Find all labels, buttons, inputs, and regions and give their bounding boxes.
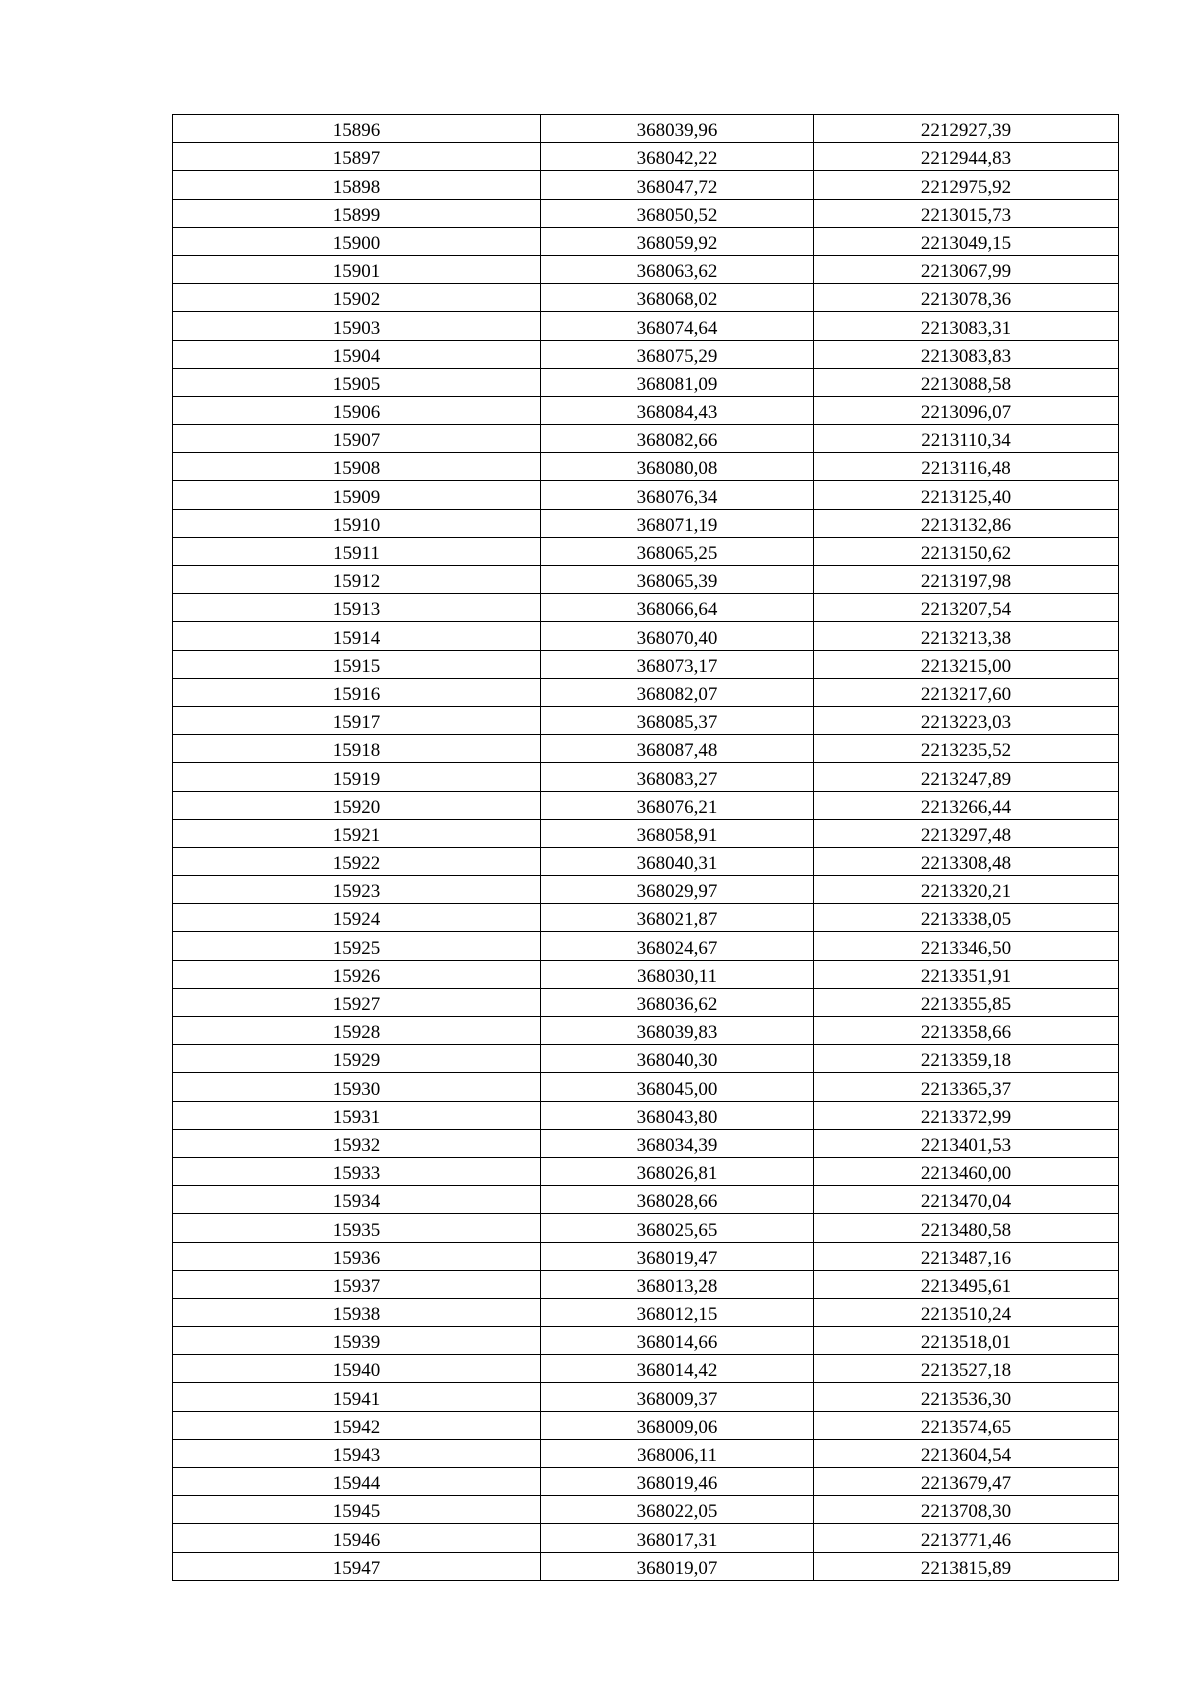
y-coordinate-cell: 2213460,00 [814, 1157, 1119, 1185]
y-coordinate-cell: 2213487,16 [814, 1242, 1119, 1270]
table-row [173, 876, 1119, 904]
point-number-cell: 15927 [173, 988, 541, 1016]
x-coordinate-cell: 368042,22 [541, 143, 814, 171]
y-coordinate-cell: 2213359,18 [814, 1045, 1119, 1073]
table-row [173, 932, 1119, 960]
point-number-cell: 15917 [173, 706, 541, 734]
y-coordinate-cell: 2213320,21 [814, 876, 1119, 904]
point-number-cell: 15943 [173, 1439, 541, 1467]
table-row [173, 312, 1119, 340]
x-coordinate-cell: 368071,19 [541, 509, 814, 537]
x-coordinate-cell: 368068,02 [541, 284, 814, 312]
x-coordinate-cell: 368013,28 [541, 1270, 814, 1298]
y-coordinate-cell: 2212944,83 [814, 143, 1119, 171]
point-number-cell: 15930 [173, 1073, 541, 1101]
x-coordinate-cell: 368021,87 [541, 904, 814, 932]
y-coordinate-cell: 2213815,89 [814, 1552, 1119, 1580]
x-coordinate-cell: 368009,06 [541, 1411, 814, 1439]
table-row [173, 1101, 1119, 1129]
table-row [173, 1439, 1119, 1467]
table-row [173, 1242, 1119, 1270]
table-row [173, 1157, 1119, 1185]
x-coordinate-cell: 368081,09 [541, 368, 814, 396]
y-coordinate-cell: 2213088,58 [814, 368, 1119, 396]
point-number-cell: 15923 [173, 876, 541, 904]
y-coordinate-cell: 2213470,04 [814, 1186, 1119, 1214]
x-coordinate-cell: 368087,48 [541, 735, 814, 763]
x-coordinate-cell: 368009,37 [541, 1383, 814, 1411]
table-row [173, 1383, 1119, 1411]
y-coordinate-cell: 2213510,24 [814, 1298, 1119, 1326]
y-coordinate-cell: 2213346,50 [814, 932, 1119, 960]
table-row [173, 425, 1119, 453]
table-row [173, 453, 1119, 481]
x-coordinate-cell: 368030,11 [541, 960, 814, 988]
y-coordinate-cell: 2213049,15 [814, 227, 1119, 255]
y-coordinate-cell: 2213679,47 [814, 1468, 1119, 1496]
x-coordinate-cell: 368006,11 [541, 1439, 814, 1467]
point-number-cell: 15908 [173, 453, 541, 481]
x-coordinate-cell: 368019,47 [541, 1242, 814, 1270]
table-row [173, 566, 1119, 594]
point-number-cell: 15944 [173, 1468, 541, 1496]
point-number-cell: 15946 [173, 1524, 541, 1552]
x-coordinate-cell: 368059,92 [541, 227, 814, 255]
point-number-cell: 15933 [173, 1157, 541, 1185]
point-number-cell: 15928 [173, 1017, 541, 1045]
y-coordinate-cell: 2213083,83 [814, 340, 1119, 368]
y-coordinate-cell: 2213401,53 [814, 1129, 1119, 1157]
y-coordinate-cell: 2213235,52 [814, 735, 1119, 763]
point-number-cell: 15941 [173, 1383, 541, 1411]
table-row [173, 537, 1119, 565]
table-row [173, 199, 1119, 227]
y-coordinate-cell: 2213518,01 [814, 1327, 1119, 1355]
x-coordinate-cell: 368019,46 [541, 1468, 814, 1496]
table-row [173, 227, 1119, 255]
x-coordinate-cell: 368039,96 [541, 115, 814, 143]
point-number-cell: 15942 [173, 1411, 541, 1439]
table-row [173, 1214, 1119, 1242]
table-row [173, 340, 1119, 368]
point-number-cell: 15940 [173, 1355, 541, 1383]
y-coordinate-cell: 2213527,18 [814, 1355, 1119, 1383]
point-number-cell: 15921 [173, 819, 541, 847]
point-number-cell: 15897 [173, 143, 541, 171]
point-number-cell: 15926 [173, 960, 541, 988]
table-row [173, 1270, 1119, 1298]
x-coordinate-cell: 368080,08 [541, 453, 814, 481]
point-number-cell: 15904 [173, 340, 541, 368]
coordinates-table-body [173, 115, 1119, 1581]
x-coordinate-cell: 368036,62 [541, 988, 814, 1016]
x-coordinate-cell: 368082,66 [541, 425, 814, 453]
x-coordinate-cell: 368047,72 [541, 171, 814, 199]
y-coordinate-cell: 2213150,62 [814, 537, 1119, 565]
x-coordinate-cell: 368040,30 [541, 1045, 814, 1073]
point-number-cell: 15900 [173, 227, 541, 255]
point-number-cell: 15935 [173, 1214, 541, 1242]
point-number-cell: 15909 [173, 481, 541, 509]
y-coordinate-cell: 2213358,66 [814, 1017, 1119, 1045]
y-coordinate-cell: 2213217,60 [814, 678, 1119, 706]
x-coordinate-cell: 368014,66 [541, 1327, 814, 1355]
table-row [173, 115, 1119, 143]
point-number-cell: 15912 [173, 566, 541, 594]
point-number-cell: 15910 [173, 509, 541, 537]
y-coordinate-cell: 2213125,40 [814, 481, 1119, 509]
table-row [173, 1411, 1119, 1439]
x-coordinate-cell: 368065,25 [541, 537, 814, 565]
point-number-cell: 15931 [173, 1101, 541, 1129]
point-number-cell: 15903 [173, 312, 541, 340]
table-row [173, 763, 1119, 791]
x-coordinate-cell: 368083,27 [541, 763, 814, 791]
table-row [173, 847, 1119, 875]
table-row [173, 1186, 1119, 1214]
table-row [173, 1552, 1119, 1580]
x-coordinate-cell: 368012,15 [541, 1298, 814, 1326]
table-row [173, 988, 1119, 1016]
y-coordinate-cell: 2213078,36 [814, 284, 1119, 312]
y-coordinate-cell: 2213574,65 [814, 1411, 1119, 1439]
table-row [173, 171, 1119, 199]
table-row [173, 650, 1119, 678]
coordinates-table [172, 114, 1119, 1581]
y-coordinate-cell: 2213223,03 [814, 706, 1119, 734]
y-coordinate-cell: 2213266,44 [814, 791, 1119, 819]
point-number-cell: 15911 [173, 537, 541, 565]
x-coordinate-cell: 368043,80 [541, 1101, 814, 1129]
point-number-cell: 15947 [173, 1552, 541, 1580]
x-coordinate-cell: 368084,43 [541, 396, 814, 424]
point-number-cell: 15924 [173, 904, 541, 932]
point-number-cell: 15898 [173, 171, 541, 199]
x-coordinate-cell: 368070,40 [541, 622, 814, 650]
x-coordinate-cell: 368082,07 [541, 678, 814, 706]
table-row [173, 368, 1119, 396]
table-row [173, 1045, 1119, 1073]
point-number-cell: 15925 [173, 932, 541, 960]
x-coordinate-cell: 368063,62 [541, 255, 814, 283]
y-coordinate-cell: 2212927,39 [814, 115, 1119, 143]
table-row [173, 255, 1119, 283]
y-coordinate-cell: 2213067,99 [814, 255, 1119, 283]
x-coordinate-cell: 368034,39 [541, 1129, 814, 1157]
table-row [173, 904, 1119, 932]
y-coordinate-cell: 2213015,73 [814, 199, 1119, 227]
point-number-cell: 15902 [173, 284, 541, 312]
x-coordinate-cell: 368065,39 [541, 566, 814, 594]
table-row [173, 678, 1119, 706]
x-coordinate-cell: 368025,65 [541, 1214, 814, 1242]
y-coordinate-cell: 2213604,54 [814, 1439, 1119, 1467]
table-row [173, 1524, 1119, 1552]
y-coordinate-cell: 2213096,07 [814, 396, 1119, 424]
y-coordinate-cell: 2213536,30 [814, 1383, 1119, 1411]
point-number-cell: 15918 [173, 735, 541, 763]
point-number-cell: 15901 [173, 255, 541, 283]
y-coordinate-cell: 2213308,48 [814, 847, 1119, 875]
x-coordinate-cell: 368045,00 [541, 1073, 814, 1101]
point-number-cell: 15936 [173, 1242, 541, 1270]
point-number-cell: 15914 [173, 622, 541, 650]
point-number-cell: 15939 [173, 1327, 541, 1355]
table-row [173, 1017, 1119, 1045]
point-number-cell: 15919 [173, 763, 541, 791]
y-coordinate-cell: 2213365,37 [814, 1073, 1119, 1101]
point-number-cell: 15916 [173, 678, 541, 706]
x-coordinate-cell: 368085,37 [541, 706, 814, 734]
x-coordinate-cell: 368040,31 [541, 847, 814, 875]
table-row [173, 622, 1119, 650]
table-row [173, 1468, 1119, 1496]
y-coordinate-cell: 2213247,89 [814, 763, 1119, 791]
y-coordinate-cell: 2213480,58 [814, 1214, 1119, 1242]
x-coordinate-cell: 368050,52 [541, 199, 814, 227]
x-coordinate-cell: 368029,97 [541, 876, 814, 904]
y-coordinate-cell: 2213110,34 [814, 425, 1119, 453]
table-row [173, 960, 1119, 988]
point-number-cell: 15906 [173, 396, 541, 424]
point-number-cell: 15907 [173, 425, 541, 453]
table-row [173, 1496, 1119, 1524]
y-coordinate-cell: 2213355,85 [814, 988, 1119, 1016]
table-row [173, 284, 1119, 312]
x-coordinate-cell: 368073,17 [541, 650, 814, 678]
x-coordinate-cell: 368022,05 [541, 1496, 814, 1524]
point-number-cell: 15945 [173, 1496, 541, 1524]
point-number-cell: 15896 [173, 115, 541, 143]
table-row [173, 481, 1119, 509]
y-coordinate-cell: 2213083,31 [814, 312, 1119, 340]
table-row [173, 1073, 1119, 1101]
table-row [173, 1129, 1119, 1157]
x-coordinate-cell: 368014,42 [541, 1355, 814, 1383]
y-coordinate-cell: 2213297,48 [814, 819, 1119, 847]
x-coordinate-cell: 368066,64 [541, 594, 814, 622]
point-number-cell: 15938 [173, 1298, 541, 1326]
y-coordinate-cell: 2213213,38 [814, 622, 1119, 650]
point-number-cell: 15937 [173, 1270, 541, 1298]
x-coordinate-cell: 368028,66 [541, 1186, 814, 1214]
x-coordinate-cell: 368076,34 [541, 481, 814, 509]
point-number-cell: 15922 [173, 847, 541, 875]
table-row [173, 143, 1119, 171]
table-row [173, 791, 1119, 819]
table-row [173, 1298, 1119, 1326]
x-coordinate-cell: 368024,67 [541, 932, 814, 960]
table-row [173, 706, 1119, 734]
x-coordinate-cell: 368026,81 [541, 1157, 814, 1185]
x-coordinate-cell: 368075,29 [541, 340, 814, 368]
y-coordinate-cell: 2213771,46 [814, 1524, 1119, 1552]
y-coordinate-cell: 2212975,92 [814, 171, 1119, 199]
point-number-cell: 15913 [173, 594, 541, 622]
point-number-cell: 15905 [173, 368, 541, 396]
y-coordinate-cell: 2213708,30 [814, 1496, 1119, 1524]
point-number-cell: 15929 [173, 1045, 541, 1073]
x-coordinate-cell: 368076,21 [541, 791, 814, 819]
y-coordinate-cell: 2213116,48 [814, 453, 1119, 481]
table-row [173, 819, 1119, 847]
x-coordinate-cell: 368017,31 [541, 1524, 814, 1552]
point-number-cell: 15899 [173, 199, 541, 227]
y-coordinate-cell: 2213495,61 [814, 1270, 1119, 1298]
table-row [173, 396, 1119, 424]
y-coordinate-cell: 2213215,00 [814, 650, 1119, 678]
y-coordinate-cell: 2213338,05 [814, 904, 1119, 932]
point-number-cell: 15932 [173, 1129, 541, 1157]
table-row [173, 594, 1119, 622]
table-row [173, 735, 1119, 763]
table-row [173, 1355, 1119, 1383]
x-coordinate-cell: 368074,64 [541, 312, 814, 340]
x-coordinate-cell: 368039,83 [541, 1017, 814, 1045]
y-coordinate-cell: 2213372,99 [814, 1101, 1119, 1129]
y-coordinate-cell: 2213207,54 [814, 594, 1119, 622]
y-coordinate-cell: 2213132,86 [814, 509, 1119, 537]
point-number-cell: 15915 [173, 650, 541, 678]
point-number-cell: 15920 [173, 791, 541, 819]
x-coordinate-cell: 368058,91 [541, 819, 814, 847]
y-coordinate-cell: 2213351,91 [814, 960, 1119, 988]
table-row [173, 509, 1119, 537]
x-coordinate-cell: 368019,07 [541, 1552, 814, 1580]
point-number-cell: 15934 [173, 1186, 541, 1214]
y-coordinate-cell: 2213197,98 [814, 566, 1119, 594]
table-row [173, 1327, 1119, 1355]
